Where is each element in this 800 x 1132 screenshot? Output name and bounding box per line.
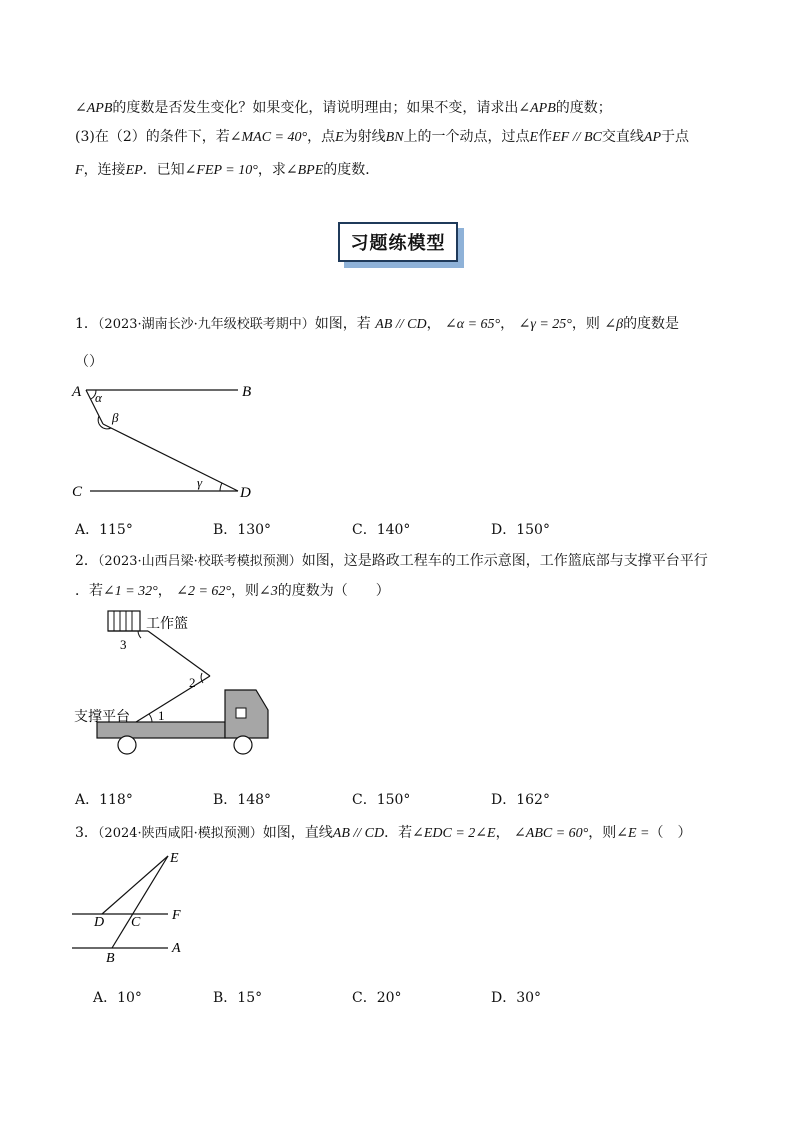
label-alpha: α	[95, 390, 102, 405]
label-c: C	[72, 484, 83, 500]
section-title: 习题练模型	[338, 222, 458, 262]
q3-option-d[interactable]: D．30°	[491, 990, 542, 1006]
intro-line-3: F，连接EP．已知∠FEP = 10°，求∠BPE的度数．	[75, 162, 380, 178]
q1-figure	[70, 380, 270, 505]
math-angle-apb-2: ∠APB	[518, 101, 556, 116]
q3-figure	[70, 848, 190, 970]
label-angle-2: 2	[189, 675, 196, 690]
cab-window	[236, 708, 246, 718]
work-basket	[108, 611, 140, 631]
q1-option-b[interactable]: B．130°	[213, 522, 272, 538]
q3-option-c[interactable]: C．20°	[352, 990, 402, 1006]
arm-lower	[136, 676, 210, 722]
q3-option-a[interactable]: A．10°	[93, 990, 142, 1006]
label-d: D	[240, 485, 251, 501]
label-angle-3: 3	[120, 637, 127, 652]
label-basket: 工作篮	[146, 617, 188, 632]
math-angle-apb: ∠APB	[75, 101, 113, 116]
intro-line-2: (3)在（2）的条件下，若∠MAC = 40°，点E为射线BN上的一个动点，过点E作EF // BC交直线AP于点	[75, 129, 689, 145]
q1-option-c[interactable]: C．140°	[352, 522, 411, 538]
label-a: A	[172, 941, 181, 956]
label-platform: 支撑平台	[74, 710, 130, 725]
label-angle-1: 1	[158, 708, 165, 723]
label-c: C	[131, 915, 141, 930]
q1-source: （2023·湖南长沙·九年级校联考期中）	[97, 317, 315, 332]
q1-paren: （）	[75, 354, 103, 370]
wheel-front	[234, 736, 252, 754]
label-d: D	[94, 915, 105, 930]
arm-upper	[148, 631, 210, 676]
label-beta: β	[112, 410, 119, 425]
q3-stem: 3．（2024·陕西咸阳·模拟预测）如图，直线AB // CD．若∠EDC = 2∠E， ∠ABC = 60°，则∠E =（ ）	[75, 825, 692, 841]
label-b: B	[242, 384, 252, 400]
q1-stem: 1．（2023·湖南长沙·九年级校联考期中）如图，若 AB // CD， ∠α = 65°， ∠γ = 25°，则 ∠β的度数是	[75, 316, 680, 332]
label-b: B	[106, 951, 115, 966]
q3-source: （2024·陕西咸阳·模拟预测）	[97, 826, 263, 841]
wheel-rear	[118, 736, 136, 754]
q2-option-b[interactable]: B．148°	[213, 792, 272, 808]
q2-option-c[interactable]: C．150°	[352, 792, 411, 808]
q2-option-a[interactable]: A．118°	[75, 792, 133, 808]
q2-stem-2: ．若∠1 = 32°， ∠2 = 62°，则∠3的度数为（ ）	[75, 583, 390, 599]
label-e: E	[170, 851, 179, 866]
segment-vertex-d	[103, 424, 238, 491]
q2-figure	[72, 606, 282, 758]
intro-line-1: ∠APB的度数是否发生变化？如果变化，请说明理由；如果不变，请求出∠APB的度数；	[75, 100, 612, 116]
segment-be	[112, 856, 168, 948]
label-a: A	[72, 384, 82, 400]
q1-option-a[interactable]: A．115°	[75, 522, 133, 538]
q2-option-d[interactable]: D．162°	[491, 792, 550, 808]
label-f: F	[172, 908, 181, 923]
q2-source: （2023·山西吕梁·校联考模拟预测）	[97, 554, 302, 569]
q1-option-d[interactable]: D．150°	[491, 522, 550, 538]
q3-option-b[interactable]: B．15°	[213, 990, 263, 1006]
segment-de	[102, 856, 168, 914]
label-gamma: γ	[197, 475, 203, 490]
q2-stem-1: 2．（2023·山西吕梁·校联考模拟预测）如图，这是路政工程车的工作示意图，工作篮底部与支撑平台平行	[75, 553, 708, 569]
